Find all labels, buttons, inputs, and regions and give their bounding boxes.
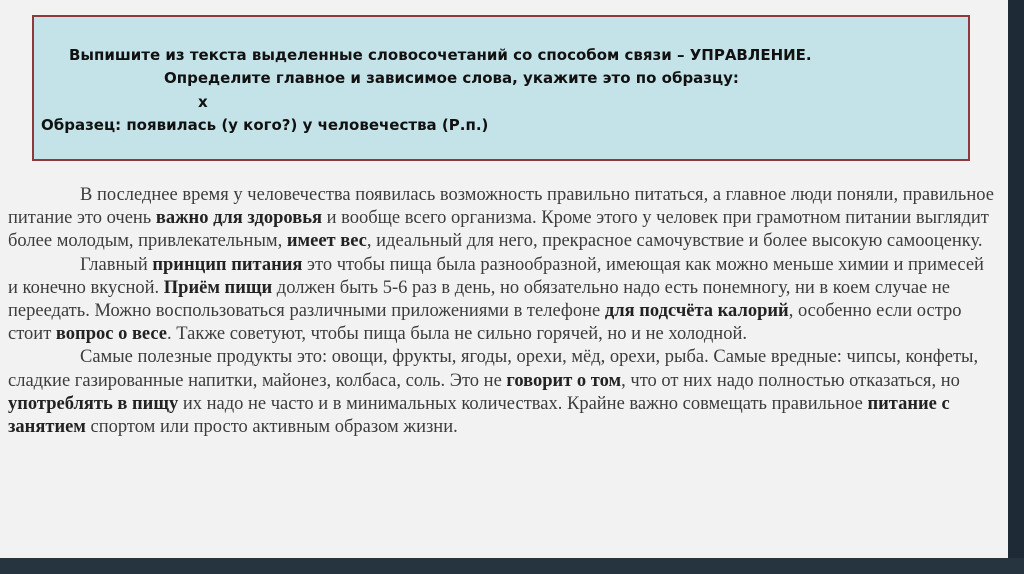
text-segment: В последнее время у человечества появилась возможность правильно питаться, а главное люди поняли, правильное питание это очень — [8, 185, 994, 229]
highlighted-phrase: говорит о том — [506, 370, 622, 391]
bottom-edge-strip — [0, 558, 1024, 574]
highlighted-phrase: важно для здоровья — [155, 208, 323, 229]
task-example: Образец: появилась (у кого?) у человечества (Р.п.) — [41, 116, 489, 134]
text-segment: их надо не часто и в минимальных количествах. Крайне важно совмещать правильное — [178, 393, 868, 414]
text-segment: должен быть 5-6 раз в день, но обязательно надо есть понемногу, ни в коем случае не переедать. Можно воспользоваться различными приложениями в телефоне — [8, 277, 951, 322]
highlighted-phrase: употреблять в пищу — [8, 393, 179, 414]
paragraph — [8, 184, 998, 254]
text-segment: Самые полезные продукты это: овощи, фрукты, ягоды, орехи, мёд, орехи, рыба. Самые вредные: чипсы, конфеты, сладкие газированные напитки, майонез, колбаса, соль. Это не — [8, 347, 979, 391]
text-segment: . Также советуют, чтобы пища была не сильно горячей, но и не холодной. — [167, 324, 747, 345]
task-marker-x: х — [198, 93, 208, 111]
right-edge-strip — [1008, 0, 1024, 574]
text-body — [8, 184, 998, 439]
highlighted-phrase: принцип питания — [152, 254, 303, 275]
text-segment: , что от них надо полностью отказаться, но — [621, 370, 960, 391]
task-box — [32, 15, 970, 161]
highlighted-phrase: для подсчёта калорий — [604, 301, 789, 322]
paragraph — [8, 254, 998, 347]
text-segment: Главный — [80, 254, 153, 275]
highlighted-phrase: питание с занятием — [8, 393, 950, 438]
highlighted-phrase: имеет вес — [286, 231, 367, 252]
text-segment: спортом или просто активным образом жизни. — [85, 417, 458, 438]
text-segment: , особенно если остро стоит — [8, 301, 962, 345]
text-segment: и вообще всего организма. Кроме этого у человек при грамотном питании выглядит более молодым, привлекательным, — [8, 208, 989, 252]
highlighted-phrase: Приём пищи — [163, 277, 273, 298]
task-instruction-1: Выпишите из текста выделенные словосочетаний со способом связи – УПРАВЛЕНИЕ. — [69, 46, 812, 64]
text-segment: это чтобы пища была разнообразной, имеющая как можно меньше химии и примесей и конечно вкусной. — [8, 254, 984, 298]
highlighted-phrase: вопрос о весе — [55, 324, 168, 345]
text-segment: , идеальный для него, прекрасное самочувствие и более высокую самооценку. — [366, 231, 983, 252]
paragraph — [8, 346, 998, 439]
task-instruction-2: Определите главное и зависимое слова, укажите это по образцу: — [164, 69, 739, 87]
